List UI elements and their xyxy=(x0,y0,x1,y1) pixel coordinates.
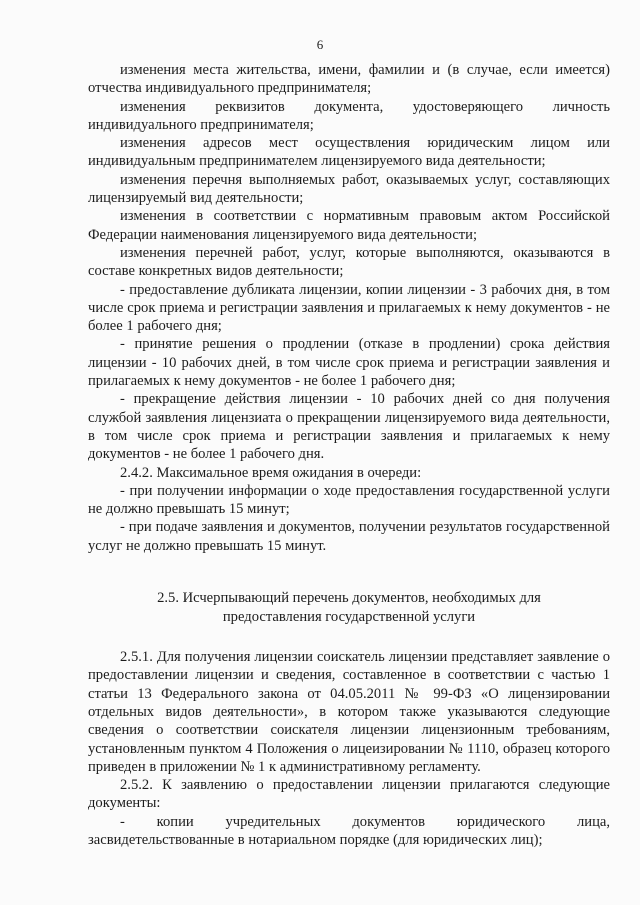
paragraph: - прекращение действия лицензии - 10 рабочих дней со дня получения службой заявления лицензиата о прекращении лицензируемого вида деятельности, в том числе срок приема и регистрации заявления и прилагаемых к нему документов - не более 1 рабочего дня. xyxy=(88,391,610,463)
section-heading xyxy=(88,589,610,627)
section-heading-line: 2.5. Исчерпывающий перечень документов, необходимых для xyxy=(157,590,541,607)
paragraph: - предоставление дубликата лицензии, копии лицензии - 3 рабочих дня, в том числе срок приема и регистрации заявления и прилагаемых к нему документов - не более 1 рабочего дня; xyxy=(88,281,610,335)
paragraph: изменения адресов мест осуществления юридическим лицом или индивидуальным предпринимателем лицензируемого вида деятельности; xyxy=(88,135,610,170)
paragraph: 2.5.1. Для получения лицензии соискатель лицензии представляет заявление о предоставлении лицензии и сведения, составленное в соответствии с частью 1 статьи 13 Федерального закона от 04.05.2011 № 99-ФЗ «О лицензировании отдельных видов деятельности», в котором также указываются следующие сведения о соответствии соискателя лицензии лицензионным требованиям, установленным пунктом 4 Положения о лицеизировании № 1110, образец которого приведен в приложении № 1 к административному регламенту. xyxy=(88,649,610,775)
paragraph: изменения места жительства, имени, фамилии и (в случае, если имеется) отчества индивидуального предпринимателя; xyxy=(88,62,610,97)
paragraph: 2.4.2. Максимальное время ожидания в очереди: xyxy=(120,464,422,481)
paragraph: - при получении информации о ходе предоставления государственной услуги не должно превышать 15 минут; xyxy=(88,482,610,518)
page-number: 6 xyxy=(316,37,324,52)
paragraph: изменения перечней работ, услуг, которые выполняются, оказываются в составе конкретных видов деятельности; xyxy=(88,244,610,280)
paragraph: изменения в соответствии с нормативным правовым актом Российской Федерации наименования лицензируемого вида деятельности; xyxy=(88,208,610,243)
paragraph: изменения реквизитов документа, удостоверяющего личность индивидуального предпринимателя; xyxy=(88,98,610,133)
document-body xyxy=(88,61,610,849)
section-heading-line: предоставления государственной услуги xyxy=(222,609,476,626)
paragraph: 2.5.2. К заявлению о предоставлении лицензии прилагаются следующие документы: xyxy=(88,777,610,812)
paragraph: - копии учредительных документов юридического лица, засвидетельствованные в нотариальном порядке (для юридических лиц); xyxy=(88,813,610,848)
paragraph: - при подаче заявления и документов, получении результатов государственной услуг не должно превышать 15 минут. xyxy=(88,519,610,554)
paragraph: изменения перечня выполняемых работ, оказываемых услуг, составляющих лицензируемый вид деятельности; xyxy=(88,171,610,207)
paragraph: - принятие решения о продлении (отказе в продлении) срока действия лицензии - 10 рабочих дней, в том числе срок приема и регистрации заявления и прилагаемых к нему документов - не более 1 рабочего дня; xyxy=(88,336,610,390)
